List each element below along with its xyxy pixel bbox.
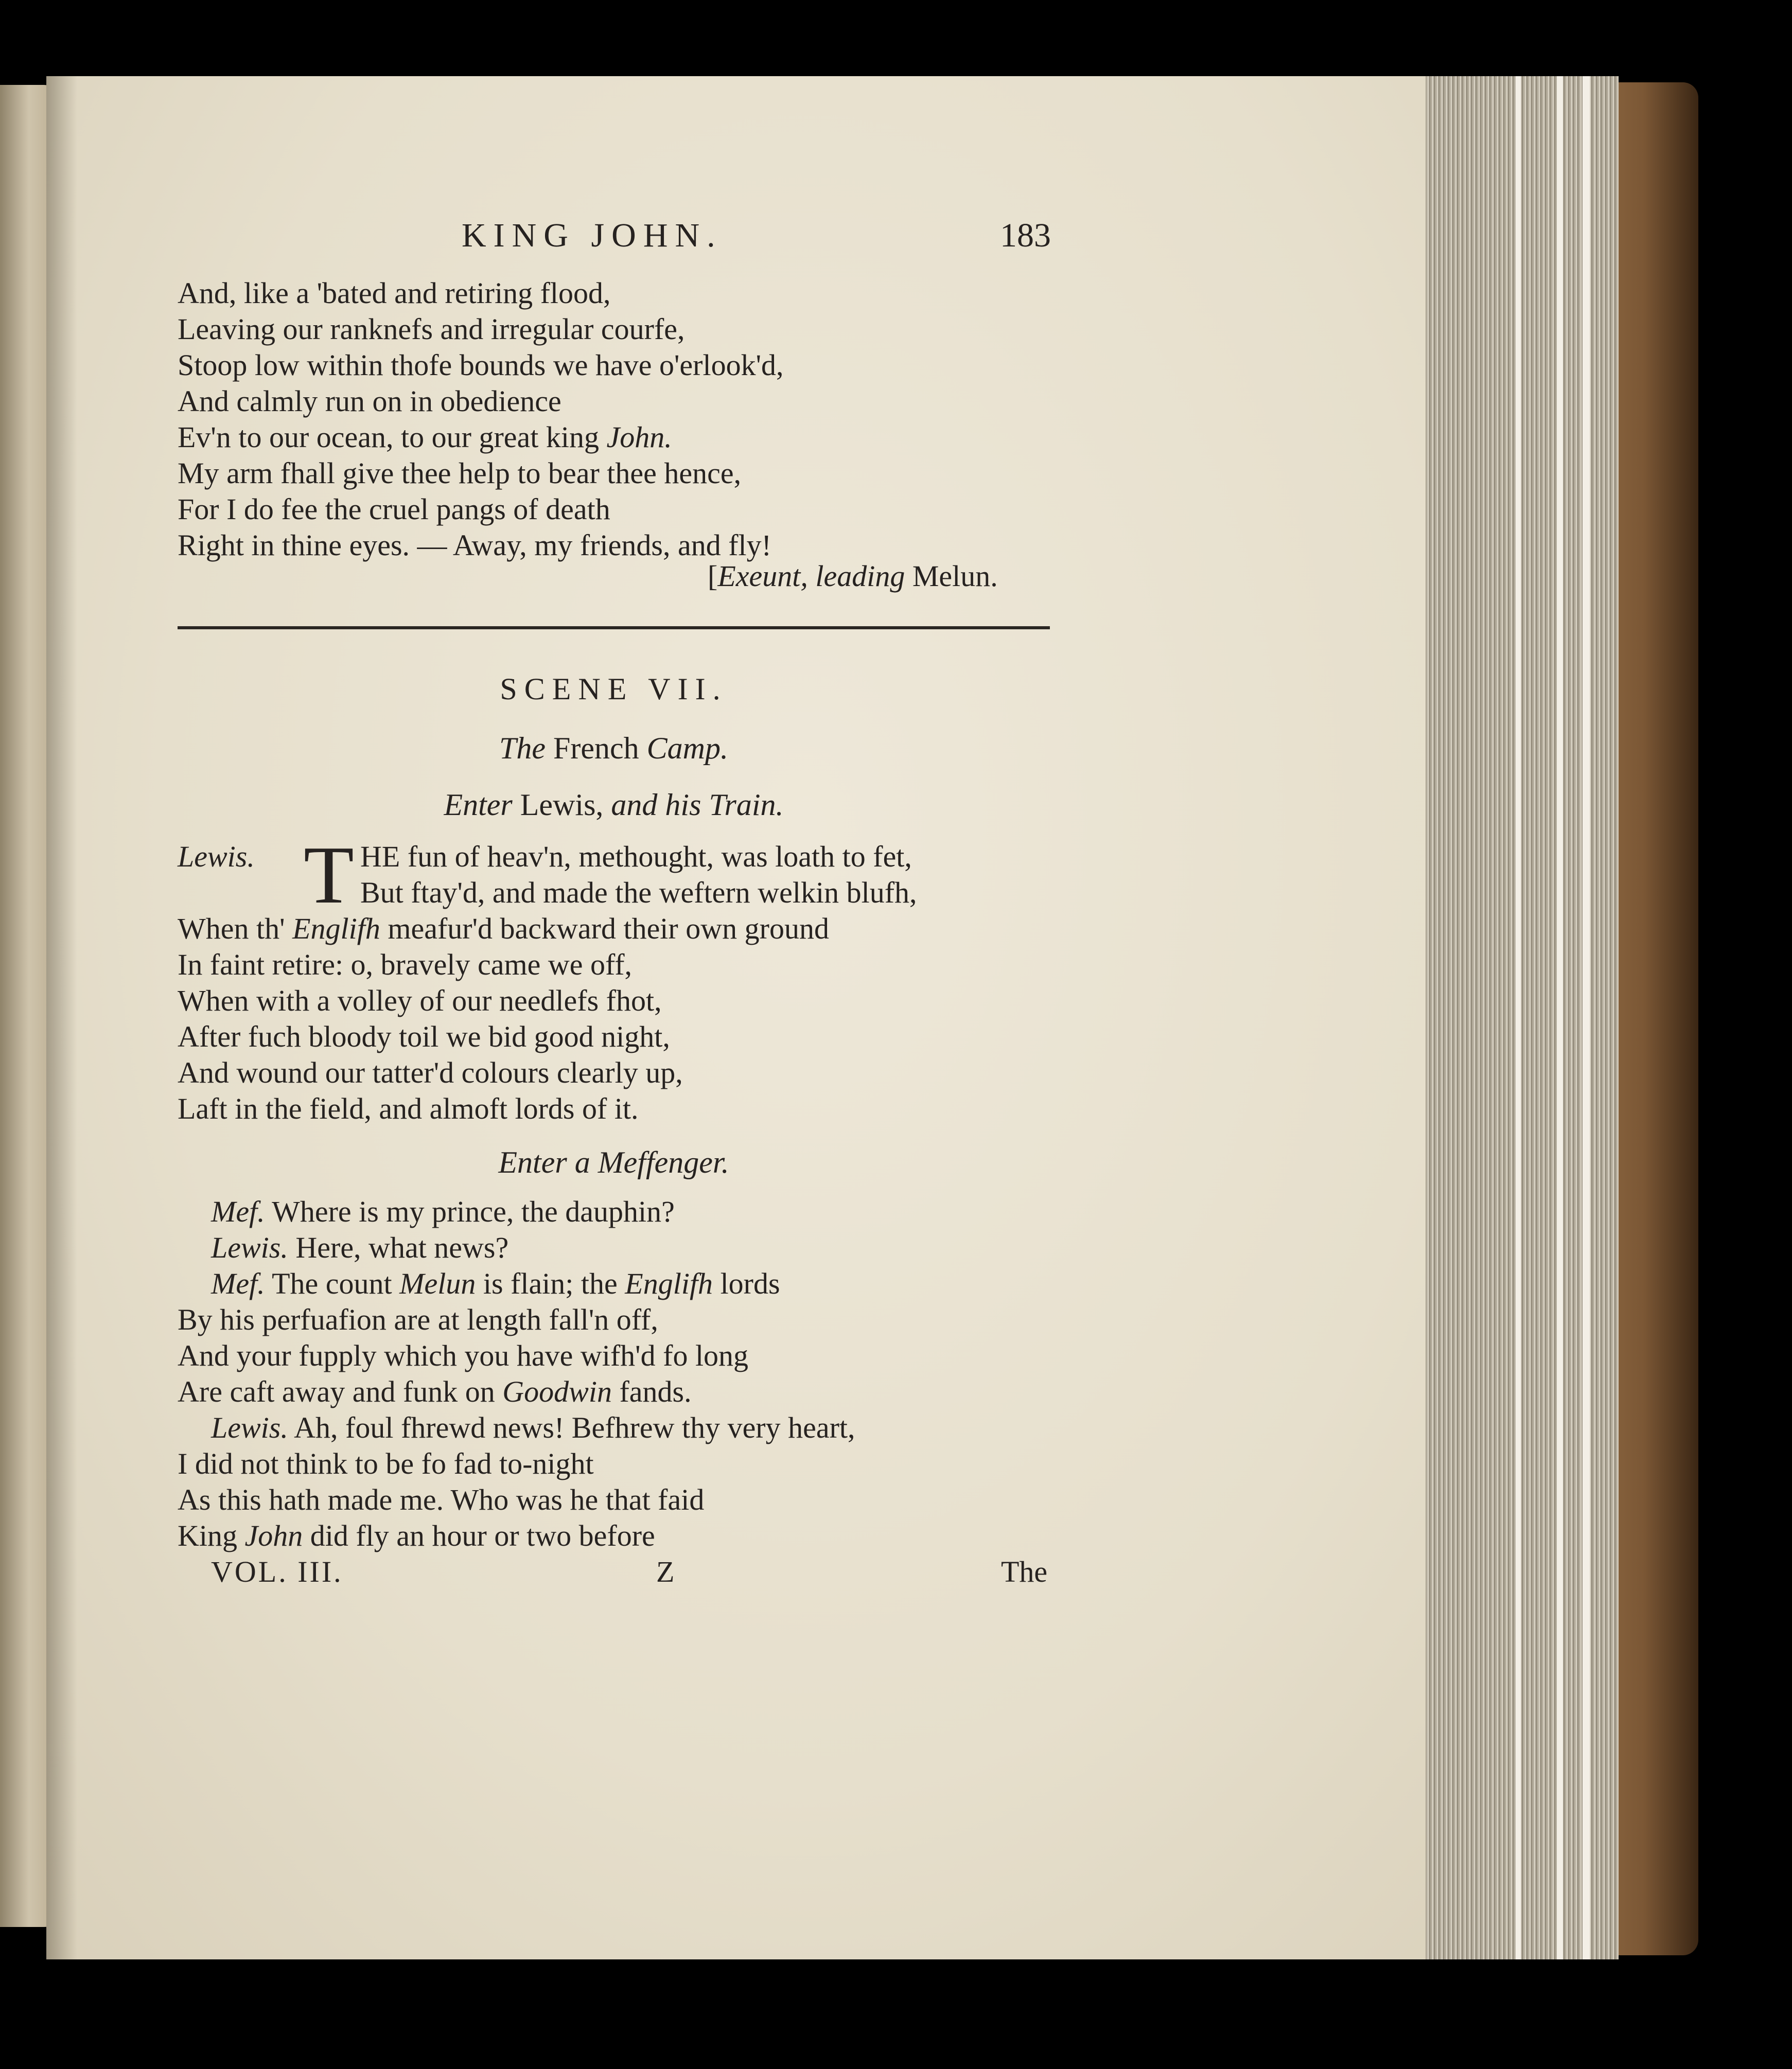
verse-line: And your fupply which you have wifh'd fo long [178, 1339, 749, 1372]
verse-line: Ev'n to our ocean, to our great king John. [178, 420, 672, 454]
dialogue-line: Mef. The count Melun is flain; the Englifh lords [211, 1267, 780, 1300]
verse-line: In faint retire: o, bravely came we off, [178, 948, 633, 981]
verse-line: And wound our tatter'd colours clearly up, [178, 1056, 683, 1089]
dialogue-line: Lewis. Here, what news? [211, 1231, 509, 1264]
drop-cap: T [304, 829, 354, 921]
verse-line: I did not think to be fo fad to-night [178, 1447, 594, 1480]
verse-line: When th' Englifh meafur'd backward their own ground [178, 912, 829, 945]
verse-line: My arm fhall give thee help to bear thee hence, [178, 456, 742, 490]
speaker-lewis: Lewis. [178, 840, 255, 873]
verse-line: Right in thine eyes. — Away, my friends, and fly! [178, 528, 771, 562]
stage-direction-exeunt: [Exeunt, leading Melun. [708, 559, 998, 593]
dialogue-line: Lewis. Ah, foul fhrewd news! Befhrew thy very heart, [211, 1411, 855, 1444]
dialogue-line: Mef. Where is my prince, the dauphin? [211, 1195, 675, 1228]
gutter-shadow [46, 76, 77, 1959]
verse-line: Are caft away and funk on Goodwin fands. [178, 1375, 692, 1408]
catchword: The [1001, 1555, 1048, 1588]
scene-heading: SCENE VII. [500, 672, 728, 706]
verse-line: For I do fee the cruel pangs of death [178, 492, 610, 526]
verse-line: As this hath made me. Who was he that faid [178, 1483, 705, 1516]
verse-line: And, like a 'bated and retiring flood, [178, 276, 611, 310]
verse-line: HE fun of heav'n, methought, was loath to fet, [360, 840, 912, 873]
verse-line: By his perfuafion are at length fall'n off, [178, 1303, 658, 1336]
section-rule [178, 626, 1050, 629]
page-number: 183 [1000, 217, 1051, 254]
stage-direction-enter: Enter Lewis, and his Train. [444, 788, 784, 822]
verse-line: Leaving our ranknefs and irregular courfe, [178, 312, 685, 346]
verse-line: Laft in the field, and almoft lords of it. [178, 1092, 639, 1125]
name-john: John. [606, 420, 672, 454]
scene-setting: The French Camp. [499, 731, 728, 765]
verse-line: When with a volley of our needlefs fhot, [178, 984, 662, 1017]
signature-mark: Z [656, 1555, 675, 1588]
verse-line: Stoop low within thofe bounds we have o'erlook'd, [178, 348, 784, 382]
verse-line: And calmly run on in obedience [178, 384, 561, 418]
verse-line: After fuch bloody toil we bid good night, [178, 1020, 670, 1053]
stage-direction-messenger: Enter a Meffenger. [498, 1145, 729, 1179]
verse-line: King John did fly an hour or two before [178, 1519, 655, 1552]
page-edges [1413, 76, 1619, 1959]
volume-mark: VOL. III. [211, 1555, 343, 1588]
verse-line: But ftay'd, and made the weftern welkin blufh, [360, 876, 917, 909]
running-title: KING JOHN. [462, 217, 723, 254]
